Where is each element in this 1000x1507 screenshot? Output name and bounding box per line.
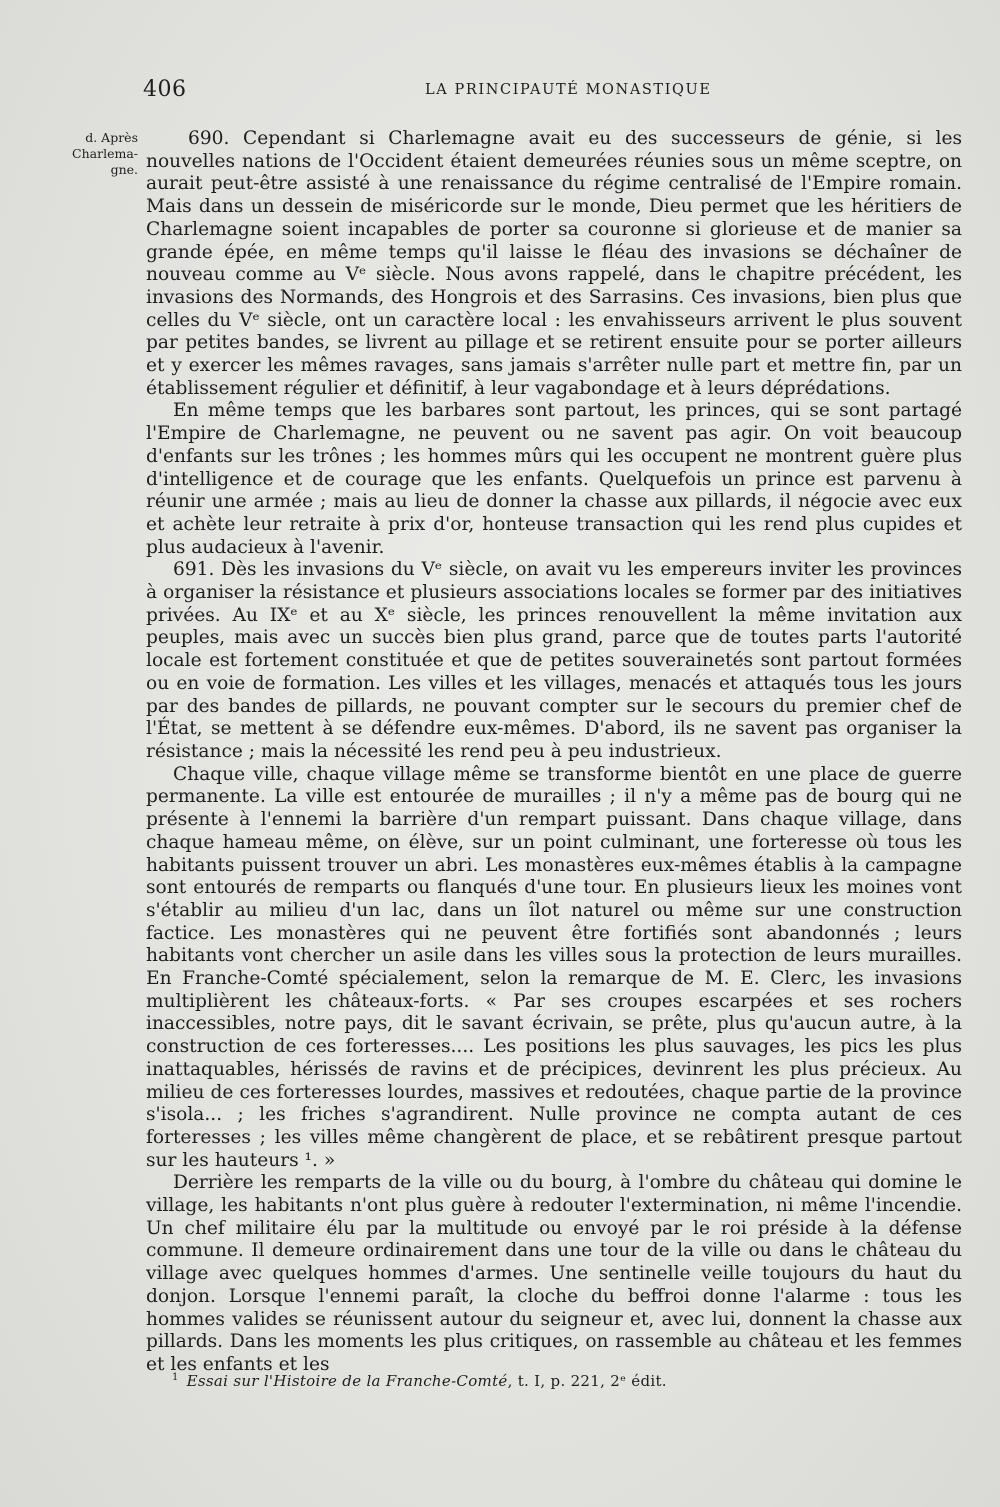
running-head: LA PRINCIPAUTÉ MONASTIQUE [425, 82, 712, 98]
footnote-details: , t. I, p. 221, 2ᵉ édit. [507, 1372, 667, 1390]
margin-note-line: Charlema- [72, 146, 138, 161]
footnote-marker: 1 [172, 1372, 179, 1383]
footnote [172, 1372, 667, 1390]
margin-note [54, 130, 138, 178]
paragraph: Chaque ville, chaque village même se transforme bientôt en une place de guerre permanente. La ville est entourée de murailles ; il n'y a même pas de bourg qui ne présente à l'ennemi la barrière d'un rempart puissant. Dans chaque village, dans chaque hameau même, on élève, sur un point culminant, une forteresse où tous les habitants puissent trouver un abri. Les monastères eux-mêmes établis à la campagne sont entourés de remparts ou flanqués d'une tour. En plusieurs lieux les moines vont s'établir au milieu d'un lac, dans un îlot naturel ou même sur une construction factice. Les monastères qui ne peuvent être fortifiés sont abandonnés ; leurs habitants vont chercher un asile dans les villes sous la protection de leurs murailles. En Franche-Comté spécialement, selon la remarque de M. E. Clerc, les invasions multiplièrent les châteaux-forts. « Par ses croupes escarpées et ses rochers inaccessibles, notre pays, dit le savant écrivain, se prête, plus qu'aucun autre, à la construction de ces forteresses.... Les positions les plus sauvages, les pics les plus inattaquables, hérissés de ravins et de précipices, devinrent les plus précieux. Au milieu de ces forteresses lourdes, massives et redoutées, chaque partie de la province s'isola... ; les friches s'agrandirent. Nulle province ne compta autant de ces forteresses ; les villes même changèrent de place, et se rebâtirent presque partout sur les hauteurs ¹. » [146, 763, 962, 1171]
paragraph: Derrière les remparts de la ville ou du bourg, à l'ombre du château qui domine le village, les habitants n'ont plus guère à redouter l'extermination, ni même l'incendie. Un chef militaire élu par la multitude ou envoyé par le roi préside à la défense commune. Il demeure ordinairement dans une tour de la ville ou dans le château du village avec quelques hommes d'armes. Une sentinelle veille toujours du haut du donjon. Lorsque l'ennemi paraît, la cloche du beffroi donne l'alarme : tous les hommes valides se réunissent autour du seigneur et, avec lui, donnent la chasse aux pillards. Dans les moments les plus critiques, on rassemble au château et les femmes et les enfants et les [146, 1172, 962, 1375]
margin-note-line: d. Après [85, 130, 138, 145]
page-number: 406 [143, 77, 187, 102]
footnote-title: Essai sur l'Histoire de la Franche-Comté [186, 1372, 508, 1390]
paragraph-691: 691. Dès les invasions du Vᵉ siècle, on avait vu les empereurs inviter les provinces à organiser la résistance et plusieurs associations locales se former par des initiatives privées. Au IXᵉ et au Xᵉ siècle, les princes renouvellent la même invitation aux peuples, mais avec un succès bien plus grand, parce que de toutes parts l'autorité locale est fortement constituée et que de petites souverainetés sont partout formées ou en voie de formation. Les villes et les villages, menacés et attaqués tous les jours par des bandes de pillards, ne pouvant compter sur le secours du premier chef de l'État, se mettent à se défendre eux-mêmes. D'abord, ils ne savent pas organiser la résistance ; mais la nécessité les rend peu à peu industrieux. [146, 559, 962, 762]
margin-note-line: gne. [110, 162, 138, 177]
paragraph: En même temps que les barbares sont partout, les princes, qui se sont partagé l'Empire de Charlemagne, ne peuvent ou ne savent pas agir. On voit beaucoup d'enfants sur les trônes ; les hommes mûrs qui les occupent ne montrent guère plus d'intelligence et de courage que les enfants. Quelquefois un prince est parvenu à réunir une armée ; mais au lieu de donner la chasse aux pillards, il négocie avec eux et achète leur retraite à prix d'or, honteuse transaction qui les rend plus cupides et plus audacieux à l'avenir. [146, 400, 962, 558]
body-text [146, 128, 962, 1377]
paragraph-690: 690. Cependant si Charlemagne avait eu des successeurs de génie, si les nouvelles nations de l'Occident étaient demeurées réunies sous un même sceptre, on aurait peut-être assisté à une renaissance du régime centralisé de l'Empire romain. Mais dans un dessein de miséricorde sur le monde, Dieu permet que les héritiers de Charlemagne soient incapables de porter sa couronne si glorieuse et de manier sa grande épée, en même temps qu'il laisse le fléau des invasions se déchaîner de nouveau comme au Vᵉ siècle. Nous avons rappelé, dans le chapitre précédent, les invasions des Normands, des Hongrois et des Sarrasins. Ces invasions, bien plus que celles du Vᵉ siècle, ont un caractère local : les envahisseurs arrivent le plus souvent par petites bandes, se livrent au pillage et se retirent ensuite pour se porter ailleurs et y exercer les mêmes ravages, sans jamais s'arrêter nulle part et mettre fin, par un établissement régulier et définitif, à leur vagabondage et à leurs déprédations. [146, 128, 962, 399]
